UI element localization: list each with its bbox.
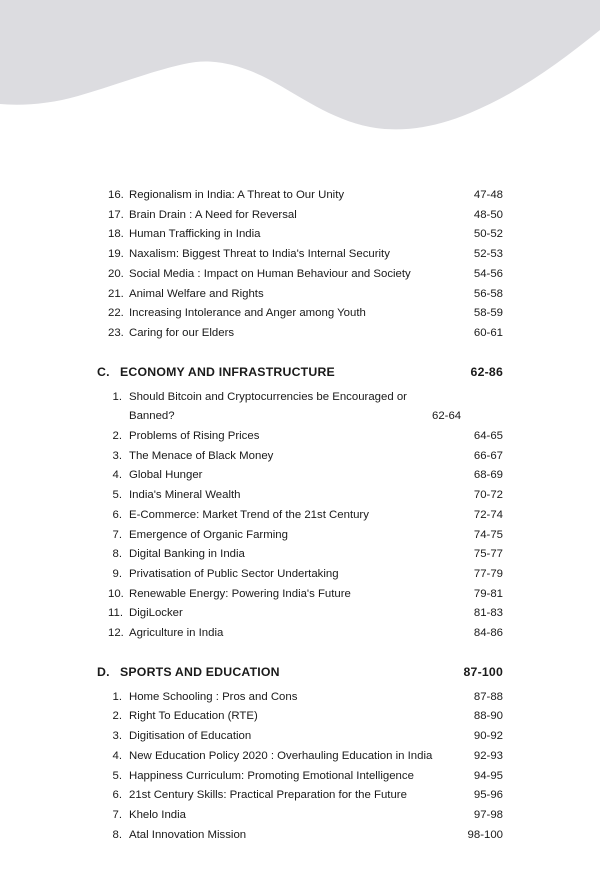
toc-entry[interactable] bbox=[97, 526, 503, 546]
toc-entry-number: 23. bbox=[108, 326, 124, 339]
toc-entry[interactable] bbox=[97, 727, 503, 747]
toc-entry-title: Digital Banking in India bbox=[129, 548, 245, 561]
toc-entry-pages: 98-100 bbox=[467, 828, 503, 841]
toc-entry-pages: 77-79 bbox=[473, 567, 503, 580]
toc-entry[interactable] bbox=[97, 265, 503, 285]
toc-entry[interactable] bbox=[97, 285, 503, 305]
toc-entry-number: 10. bbox=[108, 587, 124, 600]
toc-entry-pages: 94-95 bbox=[473, 769, 503, 782]
toc-entry-pages: 62-64 bbox=[432, 410, 462, 423]
toc-entry-pages: 97-98 bbox=[473, 808, 503, 821]
toc-entry[interactable] bbox=[97, 624, 503, 644]
toc-entry-pages: 68-69 bbox=[473, 469, 503, 482]
toc-section-letter: D. bbox=[97, 664, 110, 679]
toc-entry-pages: 92-93 bbox=[473, 749, 503, 762]
toc-entry-pages: 79-81 bbox=[473, 587, 503, 600]
toc-entry-title: Animal Welfare and Rights bbox=[129, 287, 264, 300]
toc-entry-title: Human Trafficking in India bbox=[129, 228, 261, 241]
toc-entry-pages: 54-56 bbox=[473, 267, 503, 280]
toc-entry-title: Social Media : Impact on Human Behaviour and Society bbox=[129, 267, 411, 280]
toc-entry-title: Regionalism in India: A Threat to Our Unity bbox=[129, 189, 345, 201]
toc-entry[interactable] bbox=[97, 688, 503, 708]
toc-entry-title: 21st Century Skills: Practical Preparation for the Future bbox=[129, 789, 407, 802]
toc-entry[interactable] bbox=[97, 545, 503, 565]
toc-entry-pages: 50-52 bbox=[473, 228, 503, 241]
toc-entry-number: 2. bbox=[112, 710, 122, 723]
toc-entry[interactable] bbox=[97, 206, 503, 226]
toc-entry-title: E-Commerce: Market Trend of the 21st Century bbox=[129, 508, 369, 521]
toc-entry-title: Problems of Rising Prices bbox=[129, 430, 260, 443]
toc-entry-pages: 72-74 bbox=[473, 508, 503, 521]
toc-entry-title: Increasing Intolerance and Anger among Youth bbox=[129, 307, 366, 320]
toc-entry-pages: 48-50 bbox=[473, 208, 503, 221]
toc-entry-pages: 66-67 bbox=[473, 449, 503, 462]
toc-entry-pages: 74-75 bbox=[473, 528, 503, 541]
toc-section-title: ECONOMY AND INFRASTRUCTURE bbox=[120, 364, 335, 379]
toc-entry[interactable] bbox=[97, 747, 503, 767]
toc-section-pages: 87-100 bbox=[463, 664, 503, 679]
toc-entry-number: 12. bbox=[108, 627, 124, 640]
toc-entry-number: 18. bbox=[108, 228, 124, 241]
toc-entry-title: Happiness Curriculum: Promoting Emotional Intelligence bbox=[129, 769, 414, 782]
toc-entry-title: The Menace of Black Money bbox=[129, 449, 274, 462]
toc-entry[interactable] bbox=[97, 604, 503, 624]
toc-entry-number: 19. bbox=[108, 248, 124, 261]
toc-entry[interactable] bbox=[97, 324, 503, 344]
toc-entry[interactable] bbox=[97, 806, 503, 826]
toc-entry-pages: 64-65 bbox=[473, 430, 503, 443]
toc-entry-number: 1. bbox=[112, 390, 122, 403]
toc-entry-title: Agriculture in India bbox=[129, 627, 224, 640]
toc-entry-title: New Education Policy 2020 : Overhauling Education in India bbox=[129, 749, 433, 762]
toc-entry-title: Naxalism: Biggest Threat to India's Internal Security bbox=[129, 248, 390, 261]
toc-entry-pages: 52-53 bbox=[473, 248, 503, 261]
toc-section-pages: 62-86 bbox=[470, 364, 503, 379]
toc-entry[interactable] bbox=[97, 225, 503, 245]
toc-entry[interactable] bbox=[97, 826, 503, 846]
toc-entry[interactable] bbox=[97, 786, 503, 806]
toc-entry-number: 6. bbox=[112, 789, 122, 802]
toc-section-title: SPORTS AND EDUCATION bbox=[120, 664, 280, 679]
toc-entry[interactable] bbox=[97, 486, 503, 506]
toc-entry-title: Should Bitcoin and Cryptocurrencies be Encouraged or Banned? bbox=[129, 390, 407, 423]
toc-entry[interactable] bbox=[97, 304, 503, 324]
toc-entry-number: 1. bbox=[112, 690, 122, 703]
toc-entry-title: Emergence of Organic Farming bbox=[129, 528, 288, 541]
toc-section-heading[interactable] bbox=[97, 665, 503, 679]
toc-entry-pages: 56-58 bbox=[473, 287, 503, 300]
toc-entry-number: 16. bbox=[108, 189, 124, 201]
toc-entry[interactable] bbox=[97, 565, 503, 585]
toc-section-letter: C. bbox=[97, 364, 110, 379]
toc-entry[interactable] bbox=[97, 466, 503, 486]
toc-entry[interactable] bbox=[97, 388, 503, 427]
toc-entry-pages: 75-77 bbox=[473, 548, 503, 561]
toc-entry-number: 7. bbox=[112, 528, 122, 541]
toc-entry-number: 5. bbox=[112, 769, 122, 782]
toc-entry-number: 5. bbox=[112, 489, 122, 502]
toc-entry-title: Privatisation of Public Sector Undertaking bbox=[129, 567, 339, 580]
toc-entry-number: 7. bbox=[112, 808, 122, 821]
toc-entry-pages: 84-86 bbox=[473, 627, 503, 640]
toc-entry-title: Right To Education (RTE) bbox=[129, 710, 258, 723]
toc-entry-pages: 60-61 bbox=[473, 326, 503, 339]
toc-entry-number: 11. bbox=[108, 607, 123, 620]
toc-entry-pages: 87-88 bbox=[473, 690, 503, 703]
toc-entry-title: Caring for our Elders bbox=[129, 326, 235, 339]
toc-entry-title: Renewable Energy: Powering India's Future bbox=[129, 587, 351, 600]
toc-entry-number: 8. bbox=[112, 828, 122, 841]
toc-entry-number: 6. bbox=[112, 508, 122, 521]
toc-entry-number: 3. bbox=[112, 730, 122, 743]
toc-entry-number: 22. bbox=[108, 307, 124, 320]
toc-entry-number: 21. bbox=[108, 287, 124, 300]
toc-entry-title: Digitisation of Education bbox=[129, 730, 252, 743]
toc-entry-number: 17. bbox=[108, 208, 124, 221]
toc-section-heading[interactable] bbox=[97, 365, 503, 379]
toc-entry[interactable] bbox=[97, 427, 503, 447]
toc-entry-number: 3. bbox=[112, 449, 122, 462]
toc-entry-number: 4. bbox=[112, 469, 122, 482]
toc-entry-title: Brain Drain : A Need for Reversal bbox=[129, 208, 297, 221]
wave-shape bbox=[0, 0, 600, 129]
toc-entry[interactable] bbox=[97, 186, 503, 206]
table-of-contents bbox=[0, 186, 600, 845]
toc-entry-pages: 58-59 bbox=[473, 307, 503, 320]
toc-entry-number: 8. bbox=[112, 548, 122, 561]
toc-entry-number: 2. bbox=[112, 430, 122, 443]
toc-entry[interactable] bbox=[97, 707, 503, 727]
toc-entry-number: 20. bbox=[108, 267, 124, 280]
toc-entry[interactable] bbox=[97, 767, 503, 787]
toc-entry-title: India's Mineral Wealth bbox=[129, 489, 241, 502]
toc-entry-pages: 90-92 bbox=[473, 730, 503, 743]
toc-entry-number: 4. bbox=[112, 749, 122, 762]
toc-entry-pages: 81-83 bbox=[473, 607, 503, 620]
toc-entry-title: Global Hunger bbox=[129, 469, 203, 482]
toc-entry-pages: 88-90 bbox=[473, 710, 503, 723]
toc-entry[interactable] bbox=[97, 585, 503, 605]
toc-entry-pages: 47-48 bbox=[473, 189, 503, 201]
toc-entry-number: 9. bbox=[112, 567, 122, 580]
toc-entry-title: Atal Innovation Mission bbox=[129, 828, 247, 841]
toc-entry[interactable] bbox=[97, 506, 503, 526]
header-wave-decoration bbox=[0, 0, 600, 180]
toc-entry[interactable] bbox=[97, 245, 503, 265]
toc-entry-pages: 70-72 bbox=[473, 489, 503, 502]
toc-entry[interactable] bbox=[97, 447, 503, 467]
toc-entry-title: Khelo India bbox=[129, 808, 186, 821]
toc-entry-title: DigiLocker bbox=[129, 607, 183, 620]
toc-entry-pages: 95-96 bbox=[473, 789, 503, 802]
toc-entry-title: Home Schooling : Pros and Cons bbox=[129, 690, 298, 703]
